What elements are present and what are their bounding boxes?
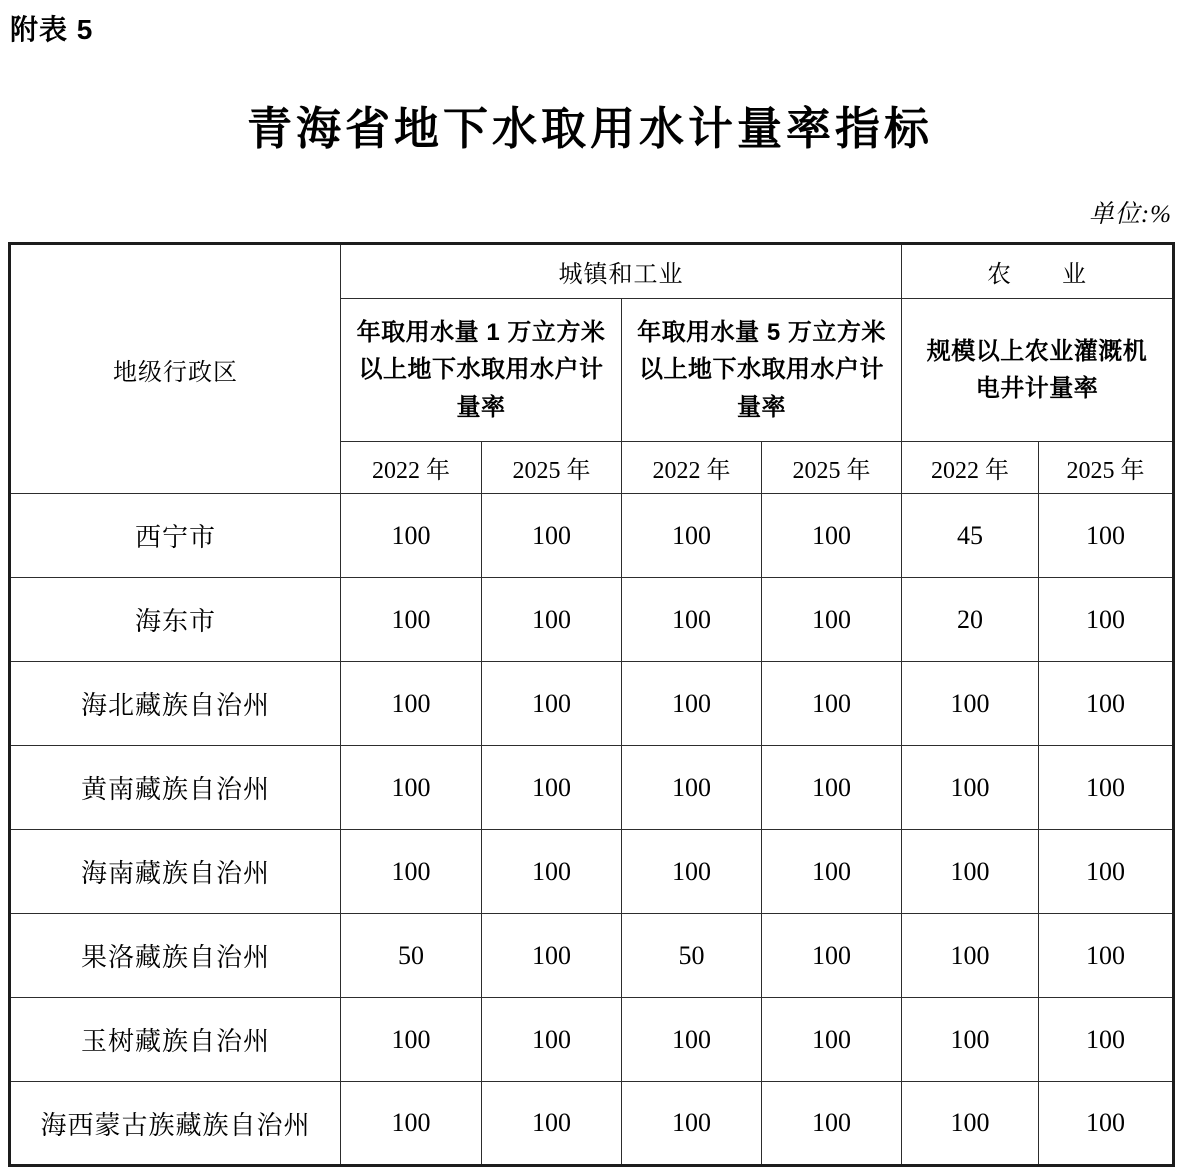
value-cell: 100	[902, 914, 1039, 998]
region-cell: 海西蒙古族藏族自治州	[10, 1082, 341, 1166]
value-cell: 100	[762, 746, 902, 830]
table-row	[10, 578, 1174, 662]
region-cell: 西宁市	[10, 494, 341, 578]
value-cell: 100	[762, 1082, 902, 1166]
table-row	[10, 830, 1174, 914]
unit-note: 单位:%	[1088, 201, 1172, 228]
region-cell: 果洛藏族自治州	[10, 914, 341, 998]
value-cell: 100	[902, 746, 1039, 830]
sub-header-irrigation-wells: 规模以上农业灌溉机电井计量率	[902, 299, 1174, 442]
value-cell: 100	[622, 662, 762, 746]
group-header-urban-industry: 城镇和工业	[341, 244, 902, 299]
value-cell: 100	[1039, 1082, 1174, 1166]
group-header-agriculture: 农 业	[902, 244, 1174, 299]
value-cell: 100	[1039, 830, 1174, 914]
value-cell: 100	[341, 746, 482, 830]
table-group-header-row	[10, 244, 1174, 299]
value-cell: 100	[482, 998, 622, 1082]
value-cell: 100	[762, 578, 902, 662]
value-cell: 100	[1039, 914, 1174, 998]
value-cell: 100	[762, 662, 902, 746]
year-header: 2022 年	[622, 442, 762, 494]
value-cell: 100	[902, 830, 1039, 914]
appendix-table-label: 附表 5	[10, 14, 94, 45]
region-cell: 海北藏族自治州	[10, 662, 341, 746]
table-row	[10, 494, 1174, 578]
year-header: 2022 年	[341, 442, 482, 494]
value-cell: 100	[482, 1082, 622, 1166]
page-title: 青海省地下水取用水计量率指标	[246, 104, 933, 154]
year-header: 2025 年	[762, 442, 902, 494]
value-cell: 100	[622, 830, 762, 914]
value-cell: 100	[622, 578, 762, 662]
value-cell: 100	[341, 998, 482, 1082]
value-cell: 100	[341, 1082, 482, 1166]
value-cell: 100	[482, 914, 622, 998]
metering-rate-table	[8, 242, 1175, 1167]
value-cell: 100	[482, 494, 622, 578]
value-cell: 100	[762, 998, 902, 1082]
value-cell: 100	[1039, 494, 1174, 578]
region-cell: 海东市	[10, 578, 341, 662]
table-row	[10, 662, 1174, 746]
sub-header-over-10k: 年取用水量 1 万立方米以上地下水取用水户计量率	[341, 299, 622, 442]
value-cell: 100	[622, 1082, 762, 1166]
sub-header-over-50k: 年取用水量 5 万立方米以上地下水取用水户计量率	[622, 299, 902, 442]
value-cell: 100	[902, 662, 1039, 746]
value-cell: 100	[762, 494, 902, 578]
value-cell: 100	[482, 662, 622, 746]
value-cell: 100	[482, 746, 622, 830]
value-cell: 100	[341, 830, 482, 914]
value-cell: 50	[341, 914, 482, 998]
table-row	[10, 746, 1174, 830]
value-cell: 20	[902, 578, 1039, 662]
value-cell: 100	[1039, 746, 1174, 830]
value-cell: 100	[341, 494, 482, 578]
value-cell: 100	[1039, 578, 1174, 662]
value-cell: 100	[482, 578, 622, 662]
value-cell: 100	[1039, 998, 1174, 1082]
table-row	[10, 914, 1174, 998]
region-column-header: 地级行政区	[10, 244, 341, 494]
value-cell: 100	[622, 494, 762, 578]
value-cell: 100	[341, 578, 482, 662]
value-cell: 100	[902, 998, 1039, 1082]
value-cell: 100	[762, 914, 902, 998]
year-header: 2022 年	[902, 442, 1039, 494]
region-cell: 海南藏族自治州	[10, 830, 341, 914]
table-row	[10, 1082, 1174, 1166]
value-cell: 45	[902, 494, 1039, 578]
value-cell: 100	[902, 1082, 1039, 1166]
year-header: 2025 年	[482, 442, 622, 494]
value-cell: 50	[622, 914, 762, 998]
value-cell: 100	[762, 830, 902, 914]
region-cell: 玉树藏族自治州	[10, 998, 341, 1082]
table-row	[10, 998, 1174, 1082]
year-header: 2025 年	[1039, 442, 1174, 494]
region-cell: 黄南藏族自治州	[10, 746, 341, 830]
value-cell: 100	[482, 830, 622, 914]
value-cell: 100	[1039, 662, 1174, 746]
value-cell: 100	[622, 998, 762, 1082]
value-cell: 100	[341, 662, 482, 746]
value-cell: 100	[622, 746, 762, 830]
